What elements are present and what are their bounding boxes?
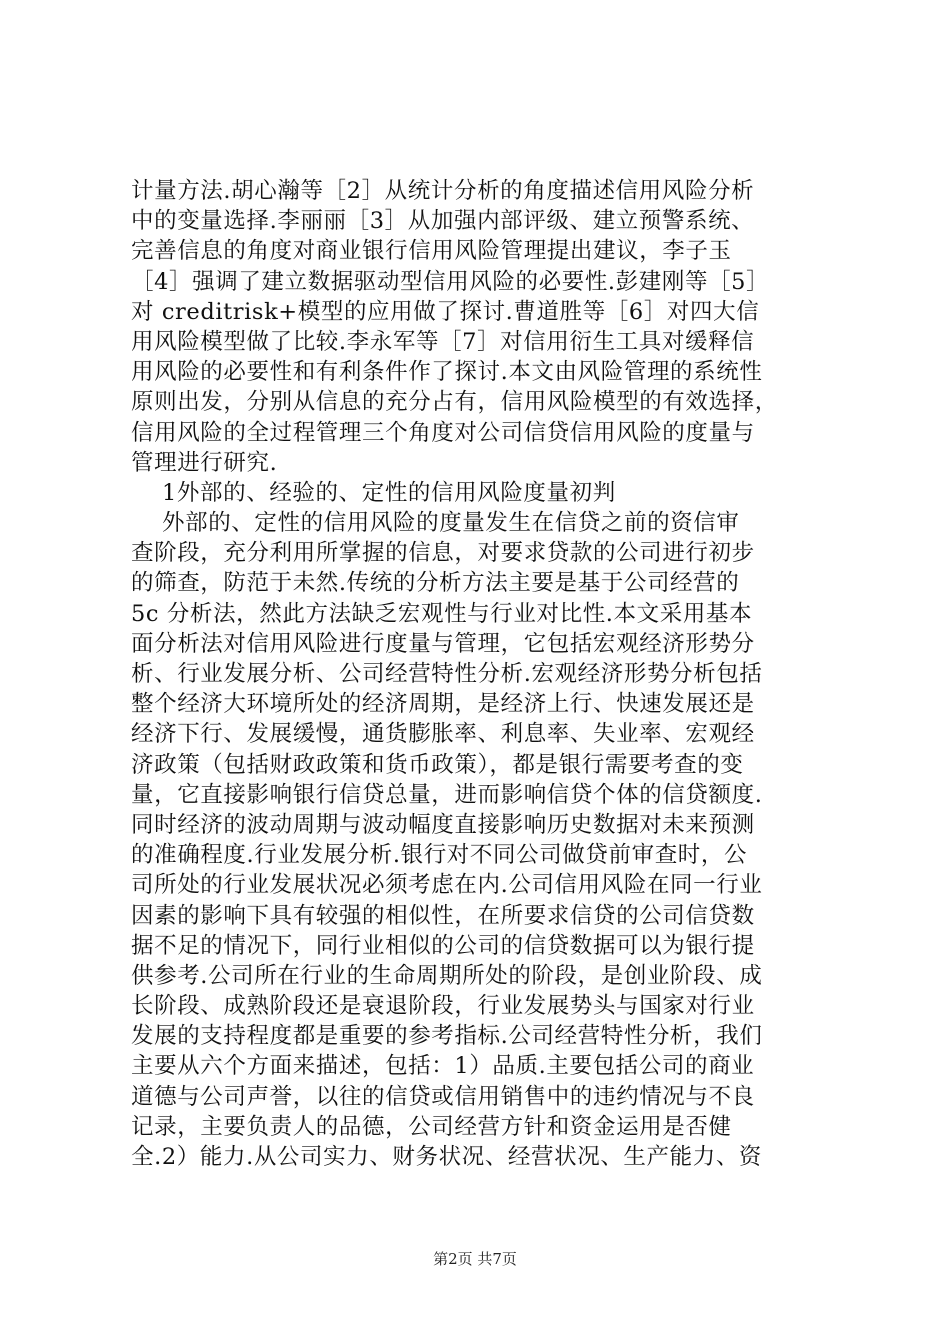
text-line: 查阶段，充分利用所掌握的信息，对要求贷款的公司进行初步 (131, 540, 755, 567)
text-line: 发展的支持程度都是重要的参考指标.公司经营特性分析，我们 (131, 1023, 763, 1050)
text-line: 长阶段、成熟阶段还是衰退阶段，行业发展势头与国家对行业 (131, 993, 755, 1020)
text-line: 供参考.公司所在行业的生命周期所处的阶段，是创业阶段、成 (131, 962, 763, 989)
text-line: 的准确程度.行业发展分析.银行对不同公司做贷前审查时，公 (131, 842, 748, 869)
text-line: 量，它直接影响银行信贷总量，进而影响信贷个体的信贷额度. (131, 781, 763, 808)
text-line: 全.2）能力.从公司实力、财务状况、经营状况、生产能力、资 (131, 1144, 763, 1170)
text-line: 5c 分析法，然此方法缺乏宏观性与行业对比性.本文采用基本 (131, 600, 753, 627)
text-line: 道德与公司声誉，以往的信贷或信用销售中的违约情况与不良 (131, 1083, 755, 1110)
text-line: 司所处的行业发展状况必须考虑在内.公司信用风险在同一行业 (131, 872, 763, 899)
text-line: 中的变量选择.李丽丽［3］从加强内部评级、建立预警系统、 (131, 208, 755, 235)
text-line: 据不足的情况下，同行业相似的公司的信贷数据可以为银行提 (131, 932, 755, 959)
page-footer: 第2页 共7页 (433, 1250, 517, 1268)
text-line: 用风险的必要性和有利条件作了探讨.本文由风险管理的系统性 (131, 359, 763, 386)
text-line: 同时经济的波动周期与波动幅度直接影响历史数据对未来预测 (131, 811, 755, 838)
text-line: 用风险模型做了比较.李永军等［7］对信用衍生工具对缓释信 (131, 328, 755, 355)
text-line: 完善信息的角度对商业银行信用风险管理提出建议，李子玉 (131, 238, 732, 265)
text-line: 因素的影响下具有较强的相似性，在所要求信贷的公司信贷数 (131, 902, 755, 929)
text-line: 的筛查，防范于未然.传统的分析方法主要是基于公司经营的 (131, 570, 740, 597)
text-line: 析、行业发展分析、公司经营特性分析.宏观经济形势分析包括 (131, 661, 763, 687)
text-line: 主要从六个方面来描述，包括：1）品质.主要包括公司的商业 (131, 1053, 755, 1080)
text-line: 1外部的、经验的、定性的信用风险度量初判 (131, 479, 616, 506)
body-text (131, 176, 831, 1172)
text-line: 信用风险的全过程管理三个角度对公司信贷信用风险的度量与 (131, 419, 755, 446)
text-line: 管理进行研究. (131, 449, 278, 476)
text-line: 原则出发，分别从信息的充分占有，信用风险模型的有效选择， (131, 389, 778, 416)
text-line: ［4］强调了建立数据驱动型信用风险的必要性.彭建刚等［5］ (131, 268, 770, 295)
text-line: 计量方法.胡心瀚等［2］从统计分析的角度描述信用风险分析 (131, 178, 755, 204)
text-line: 济政策（包括财政政策和货币政策），都是银行需要考查的变 (131, 751, 744, 778)
text-line: 整个经济大环境所处的经济周期，是经济上行、快速发展还是 (131, 691, 755, 718)
text-line: 对 creditrisk+模型的应用做了探讨.曹道胜等［6］对四大信 (131, 298, 760, 325)
text-line: 面分析法对信用风险进行度量与管理，它包括宏观经济形势分 (131, 630, 755, 657)
text-line: 记录，主要负责人的品德，公司经营方针和资金运用是否健 (131, 1113, 732, 1140)
text-line: 经济下行、发展缓慢，通货膨胀率、利息率、失业率、宏观经 (131, 721, 755, 748)
text-line: 外部的、定性的信用风险的度量发生在信贷之前的资信审 (131, 510, 740, 537)
